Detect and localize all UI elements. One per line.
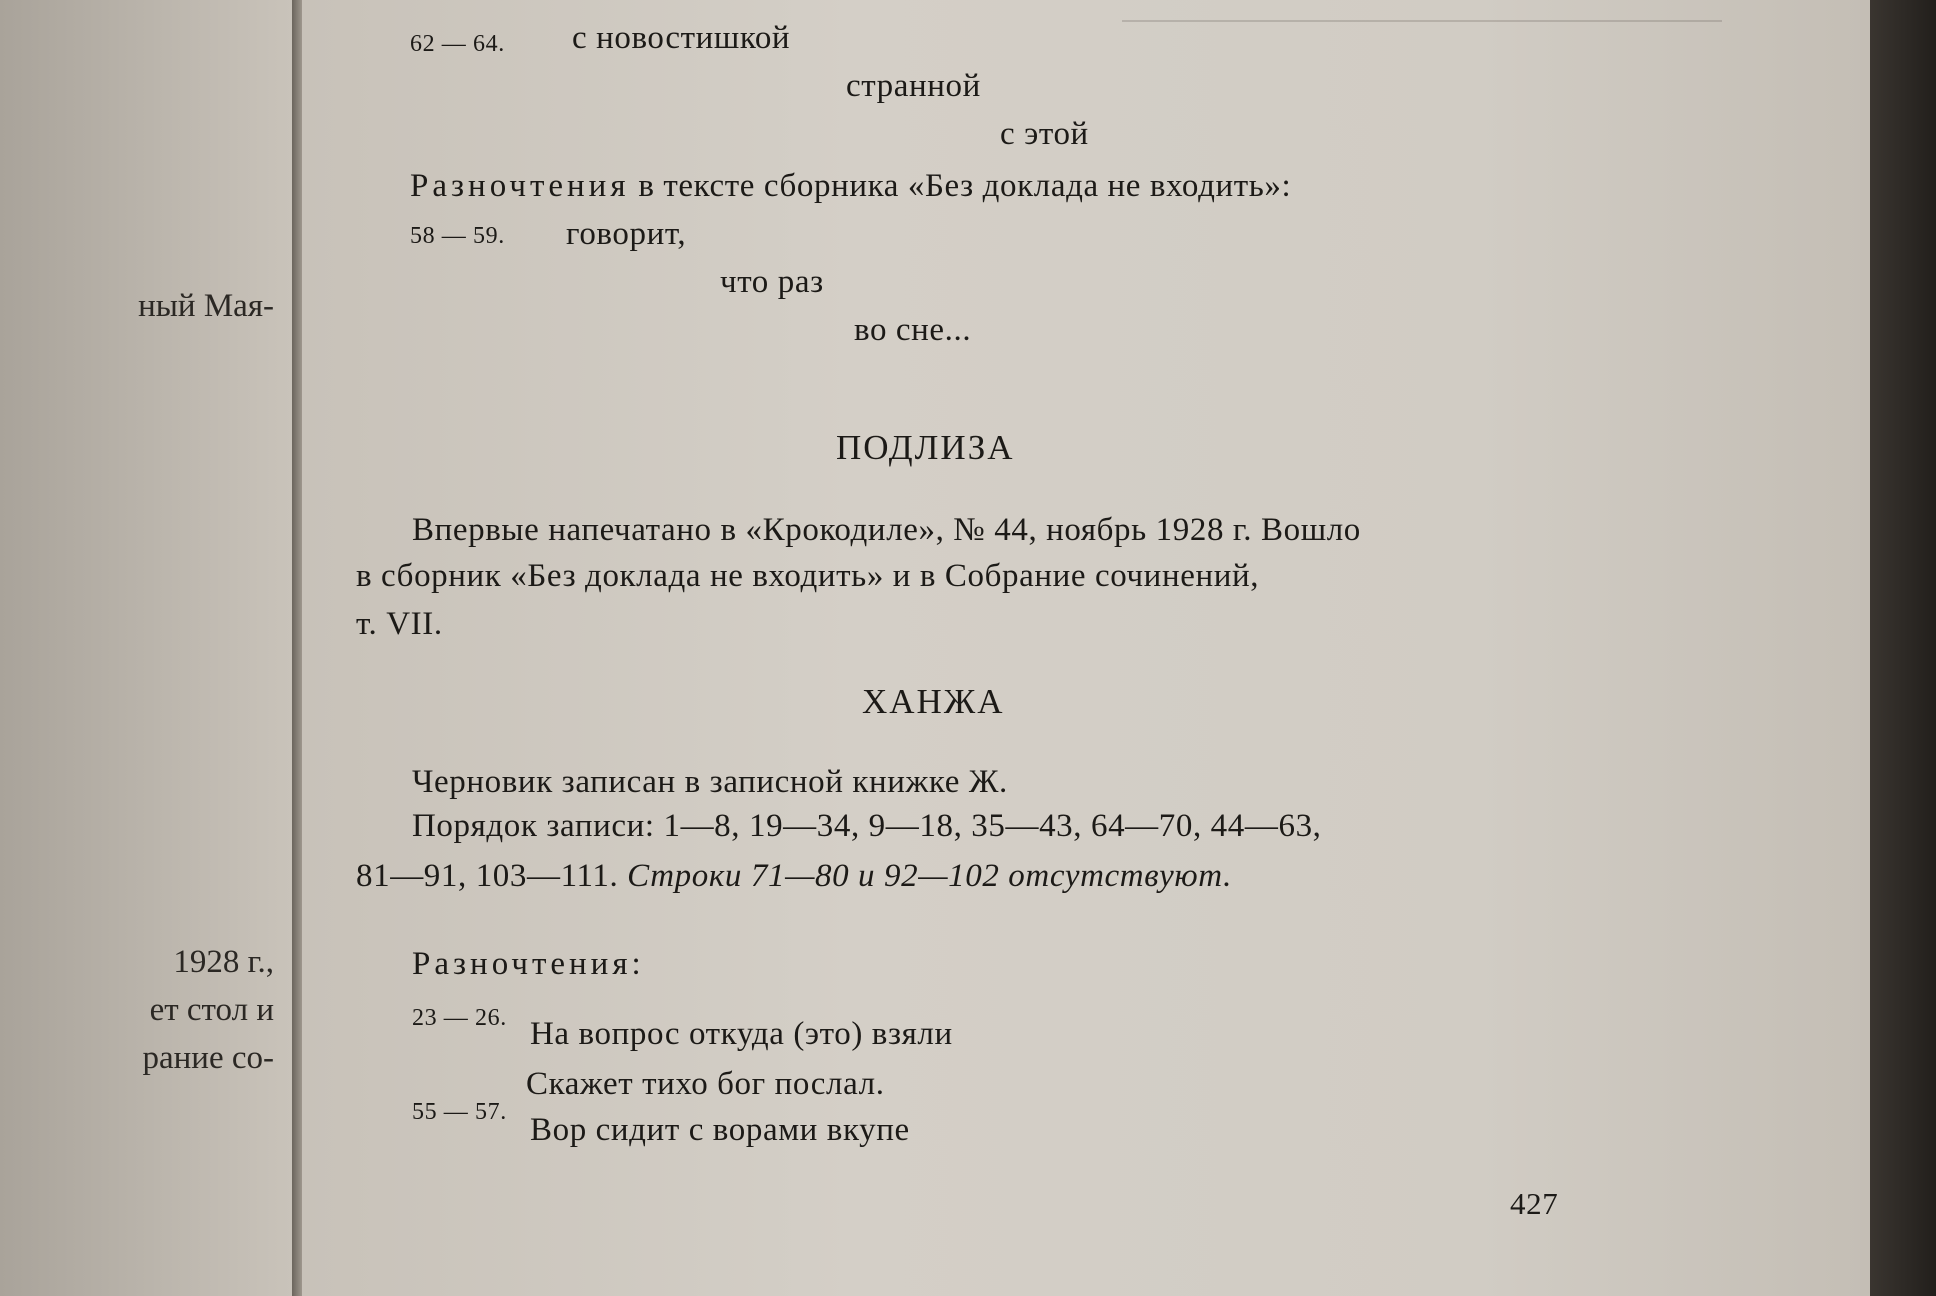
variants-paragraph <box>410 170 1291 203</box>
verse-line: Скажет тихо бог послал. <box>526 1066 885 1102</box>
paragraph-line <box>356 860 1232 893</box>
page-number: 427 <box>1510 1186 1559 1221</box>
variants-label: Разночтения: <box>412 946 645 982</box>
line-number: 55 — 57. <box>412 1099 507 1125</box>
verse-line: На вопрос откуда (это) взяли <box>530 1016 953 1052</box>
record-order: 81—91, 103—111. <box>356 858 619 894</box>
variants-text: в тексте сборника «Без доклада не входить»: <box>638 168 1292 204</box>
paragraph-line: т. VII. <box>356 606 443 642</box>
verse-line: с новостишкой <box>572 20 791 56</box>
variants-label: Разночтения <box>410 168 630 204</box>
missing-lines-note: Строки 71—80 и 92—102 отсутствуют. <box>627 858 1232 894</box>
left-page <box>0 0 292 1296</box>
line-number: 62 — 64. <box>410 31 505 57</box>
line-number: 58 — 59. <box>410 223 505 249</box>
section-title: ХАНЖА <box>862 682 1005 721</box>
book-gutter <box>292 0 302 1296</box>
verse-line: во сне... <box>854 312 972 348</box>
page-edge <box>1870 0 1936 1296</box>
paragraph-line: Черновик записан в записной книжке Ж. <box>412 764 1008 800</box>
paragraph-line: в сборник «Без доклада не входить» и в Собрание сочинений, <box>356 558 1260 594</box>
verse-line: что раз <box>720 264 824 300</box>
verse-line: с этой <box>1000 116 1089 152</box>
verse-line: Вор сидит с ворами вкупе <box>530 1112 910 1148</box>
paragraph-line: Порядок записи: 1—8, 19—34, 9—18, 35—43, 64—70, 44—63, <box>412 808 1322 844</box>
left-fragment-2: 1928 г., <box>173 944 274 980</box>
paragraph-line: Впервые напечатано в «Крокодиле», № 44, ноябрь 1928 г. Вошло <box>412 512 1361 548</box>
left-fragment-1: ный Мая- <box>138 288 274 324</box>
left-fragment-4: рание со- <box>142 1040 274 1076</box>
left-fragment-3: ет стол и <box>149 992 274 1028</box>
bleed-through-mark <box>1122 20 1722 22</box>
verse-line: говорит, <box>566 216 687 252</box>
line-number: 23 — 26. <box>412 1005 507 1031</box>
section-title: ПОДЛИЗА <box>836 428 1015 467</box>
verse-line: странной <box>846 68 981 104</box>
